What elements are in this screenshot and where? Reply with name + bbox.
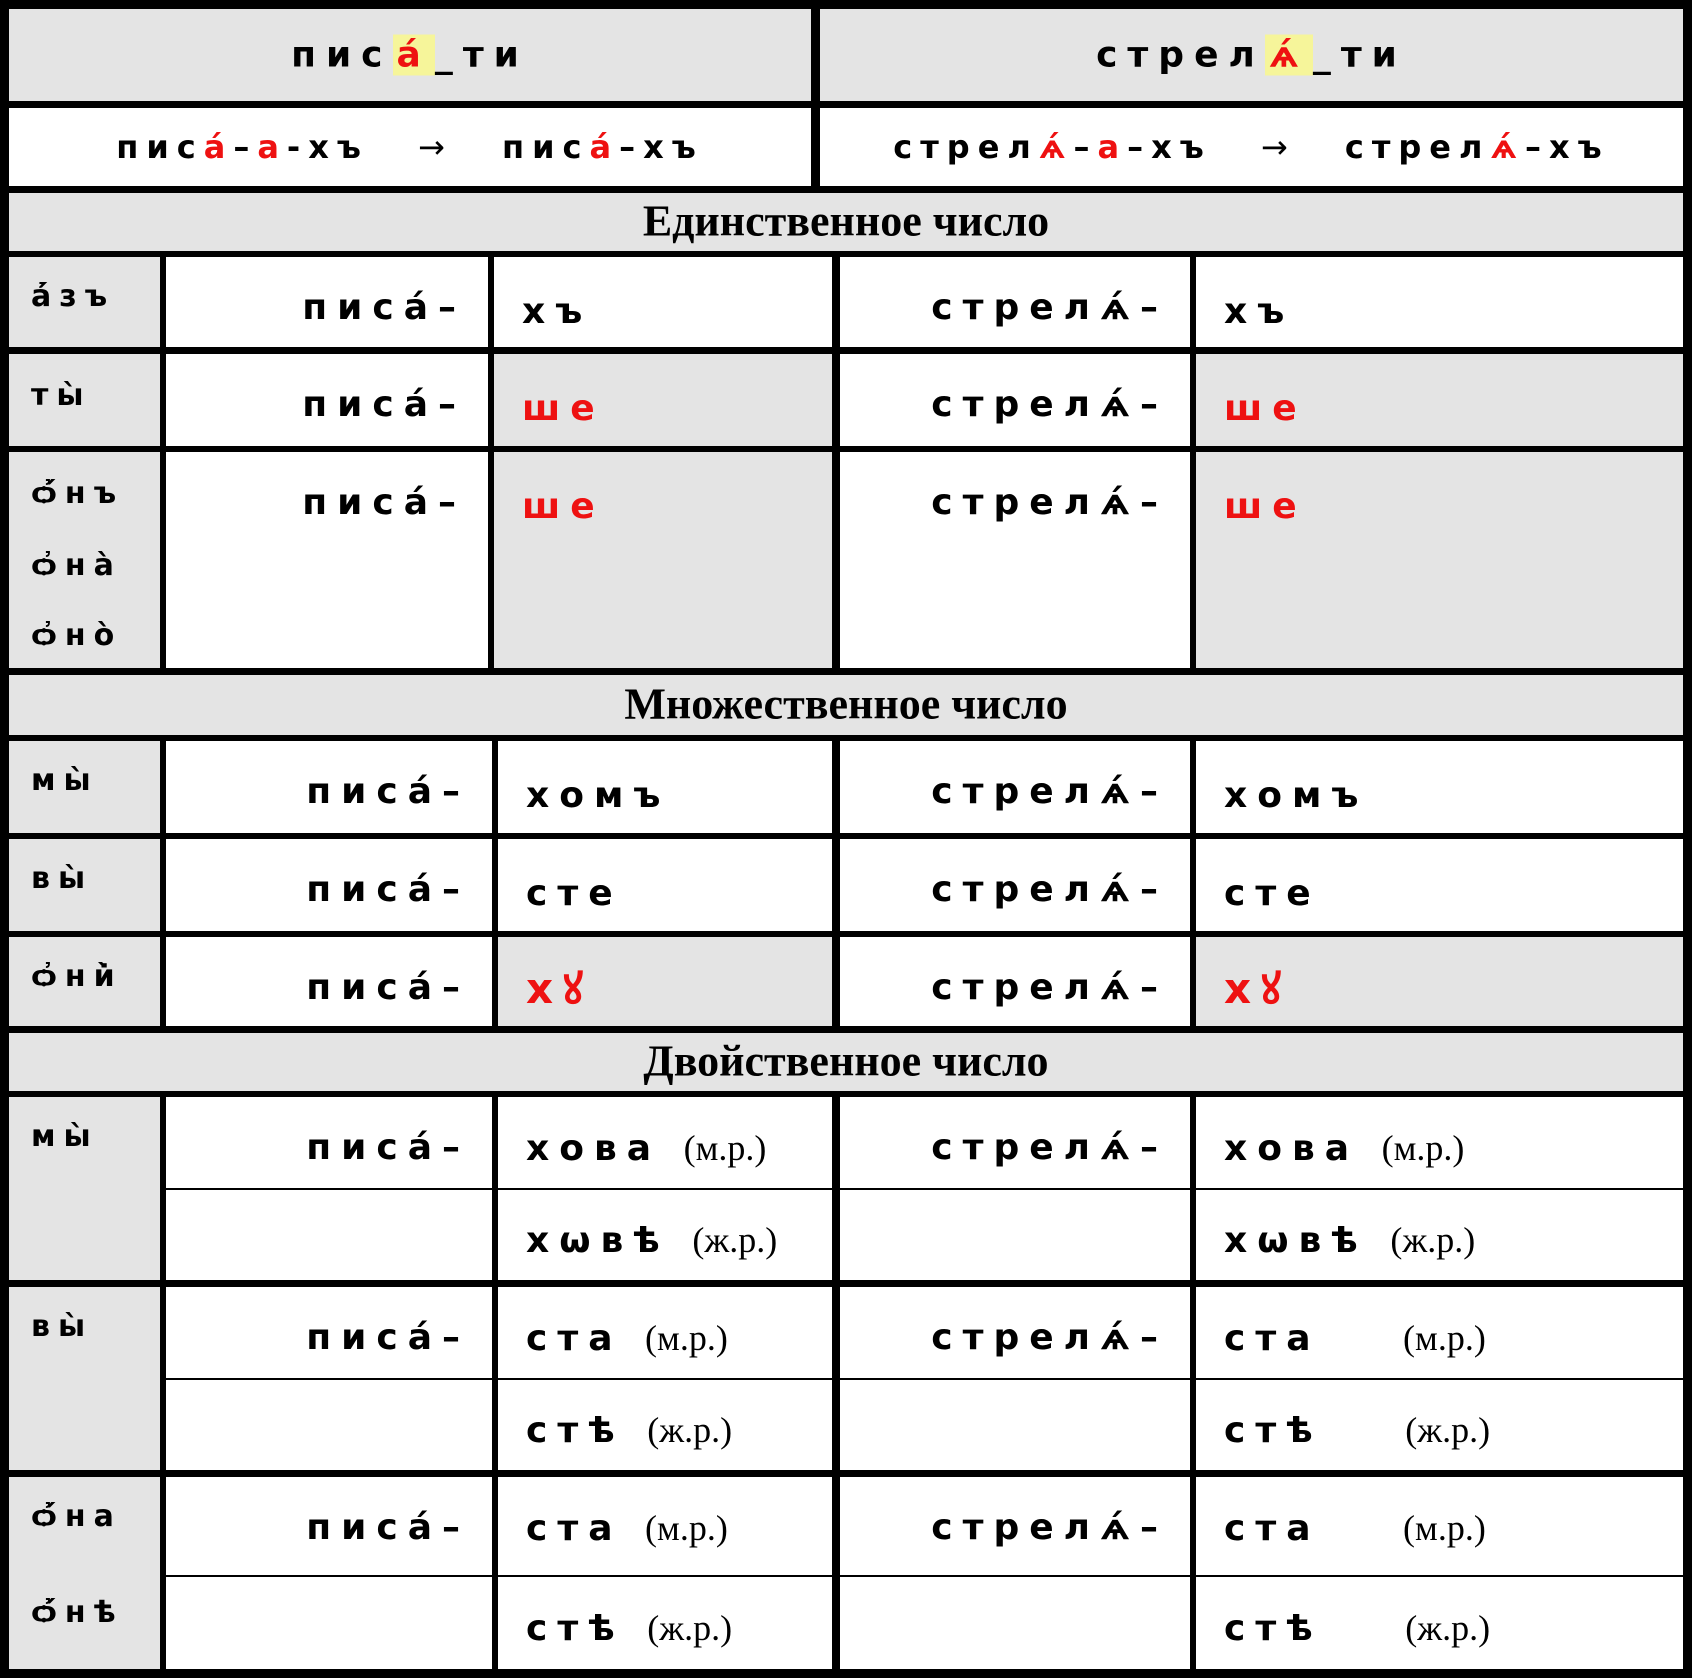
row-divider	[840, 1188, 1190, 1190]
formula-left	[9, 108, 811, 186]
pronoun-cell	[9, 741, 160, 833]
stem-text: стрелѧ́–	[931, 287, 1168, 328]
row-divider	[1196, 1378, 1683, 1380]
ending-text: ста (м.р.)	[1224, 1508, 1486, 1549]
stem-cell	[840, 1097, 1190, 1280]
header-left	[9, 9, 811, 101]
stem-text: писа́–	[302, 384, 466, 425]
ending-text: ше	[1224, 388, 1307, 429]
ending-text: сте	[1224, 873, 1321, 914]
row-divider	[840, 1575, 1190, 1577]
row-divider	[1196, 1575, 1683, 1577]
ending-text: ста (м.р.)	[526, 1508, 728, 1549]
pronoun-cell	[9, 1097, 160, 1280]
ending-cell	[1196, 257, 1683, 347]
ending-text: сте	[526, 873, 623, 914]
gender-note: (м.р.)	[645, 1318, 728, 1358]
gender-note: (ж.р.)	[1390, 1220, 1476, 1260]
gender-note: (м.р.)	[683, 1128, 767, 1168]
accent-vowel: а́	[393, 35, 435, 76]
ending-cell	[1196, 839, 1683, 931]
row-divider	[498, 1575, 832, 1577]
stem-text: писа́–	[306, 967, 470, 1008]
ending-cell	[1196, 937, 1683, 1026]
gender-note: (м.р.)	[1403, 1508, 1486, 1548]
pronoun: мы̀	[31, 763, 99, 798]
ending-cell	[1196, 452, 1683, 668]
ending-text: ста (м.р.)	[526, 1318, 728, 1359]
ending-cell	[1196, 1097, 1683, 1280]
stem-cell	[166, 354, 488, 446]
stem-text: писа́–	[306, 1127, 470, 1168]
pronoun-cell	[9, 1287, 160, 1470]
gender-note: (ж.р.)	[692, 1220, 778, 1260]
stem-cell	[166, 257, 488, 347]
ending-cell	[1196, 354, 1683, 446]
section-title: Единственное число	[642, 196, 1050, 246]
section-title: Множественное число	[624, 679, 1068, 729]
row-divider	[1196, 1188, 1683, 1190]
gender-note: (м.р.)	[1381, 1128, 1465, 1168]
stem-text: писа́–	[306, 1317, 470, 1358]
ending-cell	[498, 1477, 832, 1669]
ending-text: хова (м.р.)	[526, 1128, 767, 1169]
ending-text: хъ	[522, 291, 593, 332]
stem-cell	[840, 1477, 1190, 1669]
pronoun: ты̀	[31, 378, 92, 413]
gender-note: (м.р.)	[645, 1508, 728, 1548]
pronoun: ѻ҆́на	[31, 1499, 122, 1534]
section-singular	[9, 193, 1683, 251]
stem-cell	[840, 257, 1190, 347]
ending-cell	[1196, 1477, 1683, 1669]
stem-text: стрелѧ́–	[931, 869, 1168, 910]
stem-cell	[166, 1287, 492, 1470]
row-divider	[498, 1188, 832, 1190]
row-divider	[166, 1378, 492, 1380]
gender-note: (ж.р.)	[647, 1410, 733, 1450]
stem-cell	[840, 452, 1190, 668]
stem-text: стрелѧ́–	[931, 384, 1168, 425]
pronoun: вы̀	[31, 861, 94, 896]
gender-note: (ж.р.)	[1405, 1608, 1491, 1648]
ending-text: хꙋ	[1224, 964, 1291, 1013]
pronoun: ѻ҆́нѣ	[31, 1595, 124, 1630]
ending-cell	[494, 452, 832, 668]
stem-cell	[840, 839, 1190, 931]
pronoun-cell	[9, 1477, 160, 1669]
ending-text: хꙋ	[526, 964, 593, 1013]
ending-cell	[498, 1287, 832, 1470]
ending-text: ше	[1224, 486, 1307, 527]
stem-cell	[840, 741, 1190, 833]
ending-cell	[1196, 741, 1683, 833]
stem-text: стрелѧ́–	[931, 1507, 1168, 1548]
section-dual	[9, 1033, 1683, 1091]
ending-cell	[1196, 1287, 1683, 1470]
formula-left-text: писа́–а-хъ → писа́–хъ	[116, 128, 704, 166]
ending-text: ше	[522, 486, 605, 527]
formula-right	[820, 108, 1683, 186]
ending-text: хомъ	[1224, 775, 1369, 816]
row-divider	[840, 1378, 1190, 1380]
section-title: Двойственное число	[643, 1036, 1049, 1086]
gender-note: (ж.р.)	[647, 1608, 733, 1648]
pronoun: а҆́зъ	[31, 279, 116, 314]
arrow-icon: →	[418, 128, 453, 166]
stem-text: стрелѧ́–	[931, 482, 1168, 523]
pronoun-cell	[9, 452, 160, 668]
header-right	[820, 9, 1683, 101]
section-plural	[9, 675, 1683, 735]
stem-cell	[166, 937, 492, 1026]
pronoun: мы̀	[31, 1119, 99, 1154]
pronoun-cell	[9, 839, 160, 931]
ending-cell	[498, 741, 832, 833]
ending-text: стѣ (ж.р.)	[526, 1608, 733, 1649]
stem-text: стрелѧ́–	[931, 1127, 1168, 1168]
ending-text: хѡвѣ (ж.р.)	[526, 1220, 778, 1261]
ending-text: ста (м.р.)	[1224, 1318, 1486, 1359]
row-divider	[498, 1378, 832, 1380]
stem-text: писа́–	[306, 869, 470, 910]
accent-vowel: ѧ́	[1265, 35, 1313, 76]
gender-note: (ж.р.)	[1405, 1410, 1491, 1450]
ending-text: стѣ (ж.р.)	[1224, 1608, 1491, 1649]
pronoun: ѻ҆на̀	[31, 548, 122, 583]
stem-cell	[166, 1097, 492, 1280]
ending-text: стѣ (ж.р.)	[1224, 1410, 1491, 1451]
pronoun: ѻ҆но̀	[31, 618, 123, 653]
stem-text: стрелѧ́–	[931, 967, 1168, 1008]
ending-text: хомъ	[526, 775, 671, 816]
stem-cell	[166, 452, 488, 668]
stem-text: стрелѧ́–	[931, 1317, 1168, 1358]
stem-text: писа́–	[302, 287, 466, 328]
ending-cell	[494, 257, 832, 347]
stem-text: писа́–	[306, 771, 470, 812]
header-right-word: стрел ѧ́ _ти	[1096, 34, 1407, 76]
stem-cell	[840, 1287, 1190, 1470]
stem-text: стрелѧ́–	[931, 771, 1168, 812]
formula-right-text: стрелѧ́–а–хъ → стрелѧ́–хъ	[893, 128, 1610, 166]
stem-cell	[840, 354, 1190, 446]
row-divider	[166, 1188, 492, 1190]
pronoun: вы̀	[31, 1309, 94, 1344]
ending-cell	[498, 839, 832, 931]
ending-cell	[498, 1097, 832, 1280]
header-left-word: пис а́ _ти	[291, 34, 529, 76]
stem-cell	[166, 741, 492, 833]
stem-cell	[840, 937, 1190, 1026]
stem-cell	[166, 1477, 492, 1669]
stem-cell	[166, 839, 492, 931]
ending-text: хѡвѣ (ж.р.)	[1224, 1220, 1476, 1261]
ending-text: хова (м.р.)	[1224, 1128, 1465, 1169]
row-divider	[166, 1575, 492, 1577]
ending-text: ше	[522, 388, 605, 429]
pronoun: ѻ҆́нъ	[31, 476, 125, 511]
stem-text: писа́–	[306, 1507, 470, 1548]
ending-text: стѣ (ж.р.)	[526, 1410, 733, 1451]
gender-note: (м.р.)	[1403, 1318, 1486, 1358]
pronoun-cell	[9, 354, 160, 446]
arrow-icon: →	[1260, 128, 1296, 166]
pronoun-cell	[9, 257, 160, 347]
pronoun-cell	[9, 937, 160, 1026]
ending-text: хъ	[1224, 291, 1295, 332]
pronoun: ѻ҆ни̇̀	[31, 959, 123, 994]
ending-cell	[498, 937, 832, 1026]
stem-text: писа́–	[302, 482, 466, 523]
ending-cell	[494, 354, 832, 446]
